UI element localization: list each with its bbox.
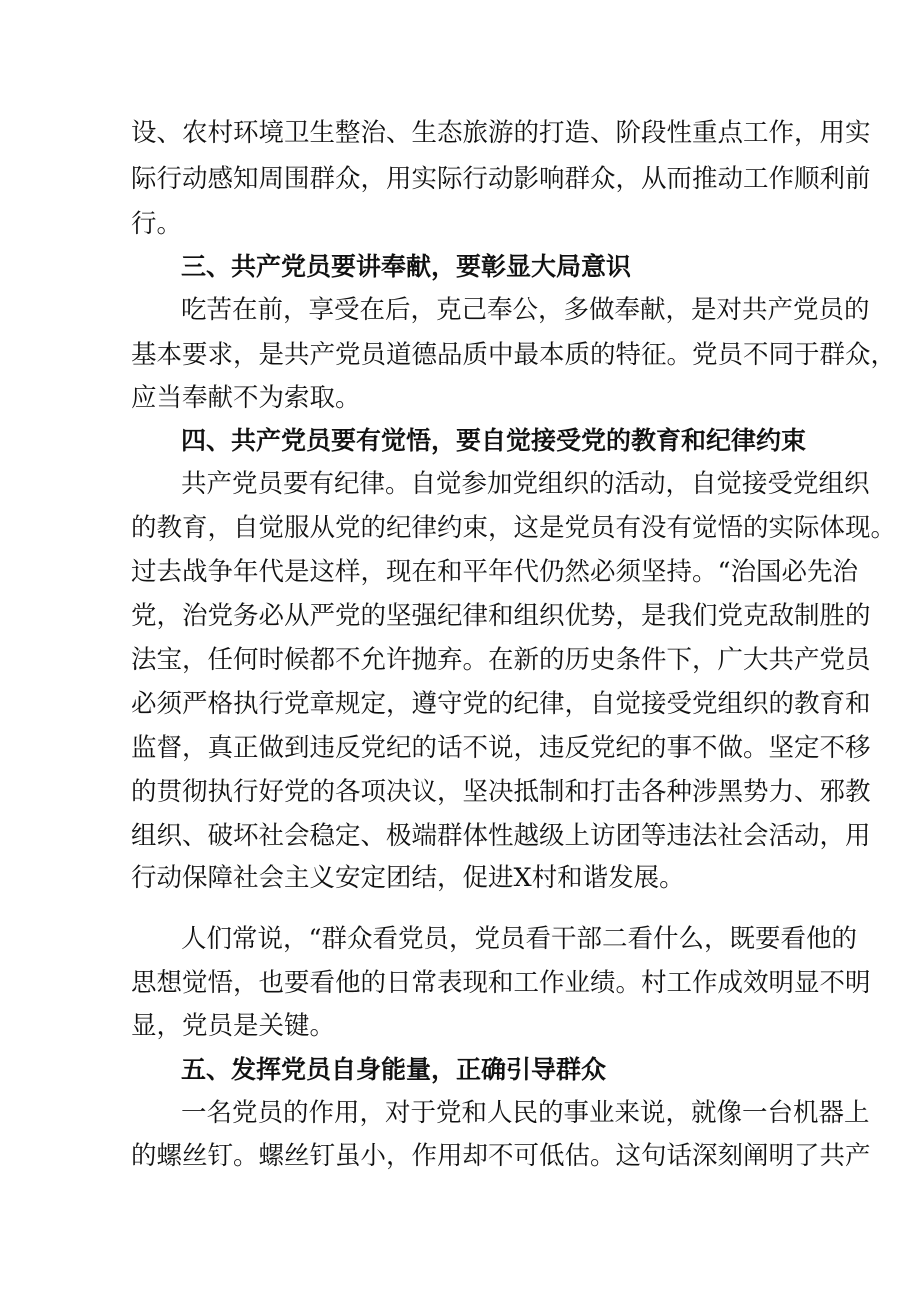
- paragraph-line: 思想觉悟，也要看他的日常表现和工作业绩。村工作成效明显不明: [131, 968, 871, 998]
- paragraph-line: 际行动感知周围群众，用实际行动影响群众，从而推动工作顺利前: [131, 164, 871, 194]
- section-heading-5: 五、发挥党员自身能量，正确引导群众: [181, 1055, 607, 1084]
- paragraph-line: 的螺丝钉。螺丝钉虽小，作用却不可低估。这句话深刻阐明了共产: [131, 1141, 871, 1171]
- section-heading-3: 三、共产党员要讲奉献，要彰显大局意识: [181, 252, 632, 281]
- paragraph-line: 应当奉献不为索取。: [131, 383, 361, 413]
- paragraph-line: 法宝，任何时候都不允许抛弃。在新的历史条件下，广大共产党员: [131, 645, 871, 675]
- paragraph-line: 组织、破坏社会稳定、极端群体性越级上访团等违法社会活动，用: [131, 821, 871, 851]
- paragraph-line: 基本要求，是共产党员道德品质中最本质的特征。党员不同于群众，: [131, 340, 897, 370]
- paragraph-line: 的教育，自觉服从党的纪律约束，这是党员有没有觉悟的实际体现。: [131, 513, 897, 543]
- paragraph-line: 共产党员要有纪律。自觉参加党组织的活动，自觉接受党组织: [181, 469, 870, 499]
- paragraph-line: 设、农村环境卫生整治、生态旅游的打造、阶段性重点工作，用实: [131, 118, 871, 148]
- paragraph-line: 吃苦在前，享受在后，克己奉公，多做奉献，是对共产党员的: [181, 295, 870, 325]
- paragraph-line: 党，治党务必从严党的坚强纪律和组织优势，是我们党克敌制胜的: [131, 601, 871, 631]
- paragraph-line: 一名党员的作用，对于党和人民的事业来说，就像一台机器上: [181, 1098, 870, 1128]
- paragraph-line: 人们常说，“群众看党员，党员看干部二看什么，既要看他的: [181, 924, 858, 954]
- paragraph-line: 显，党员是关键。: [131, 1011, 336, 1041]
- section-heading-4: 四、共产党员要有觉悟，要自觉接受党的教育和纪律约束: [181, 426, 807, 455]
- paragraph-line: 过去战争年代是这样，现在和平年代仍然必须坚持。“治国必先治: [131, 557, 859, 587]
- paragraph-line: 必须严格执行党章规定，遵守党的纪律，自觉接受党组织的教育和: [131, 689, 871, 719]
- paragraph-line: 监督，真正做到违反党纪的话不说，违反党纪的事不做。坚定不移: [131, 733, 871, 763]
- paragraph-line: 行。: [131, 209, 183, 239]
- paragraph-line: 行动保障社会主义安定团结，促进X村和谐发展。: [131, 863, 685, 893]
- paragraph-line: 的贯彻执行好党的各项决议，坚决抵制和打击各种涉黑势力、邪教: [131, 777, 871, 807]
